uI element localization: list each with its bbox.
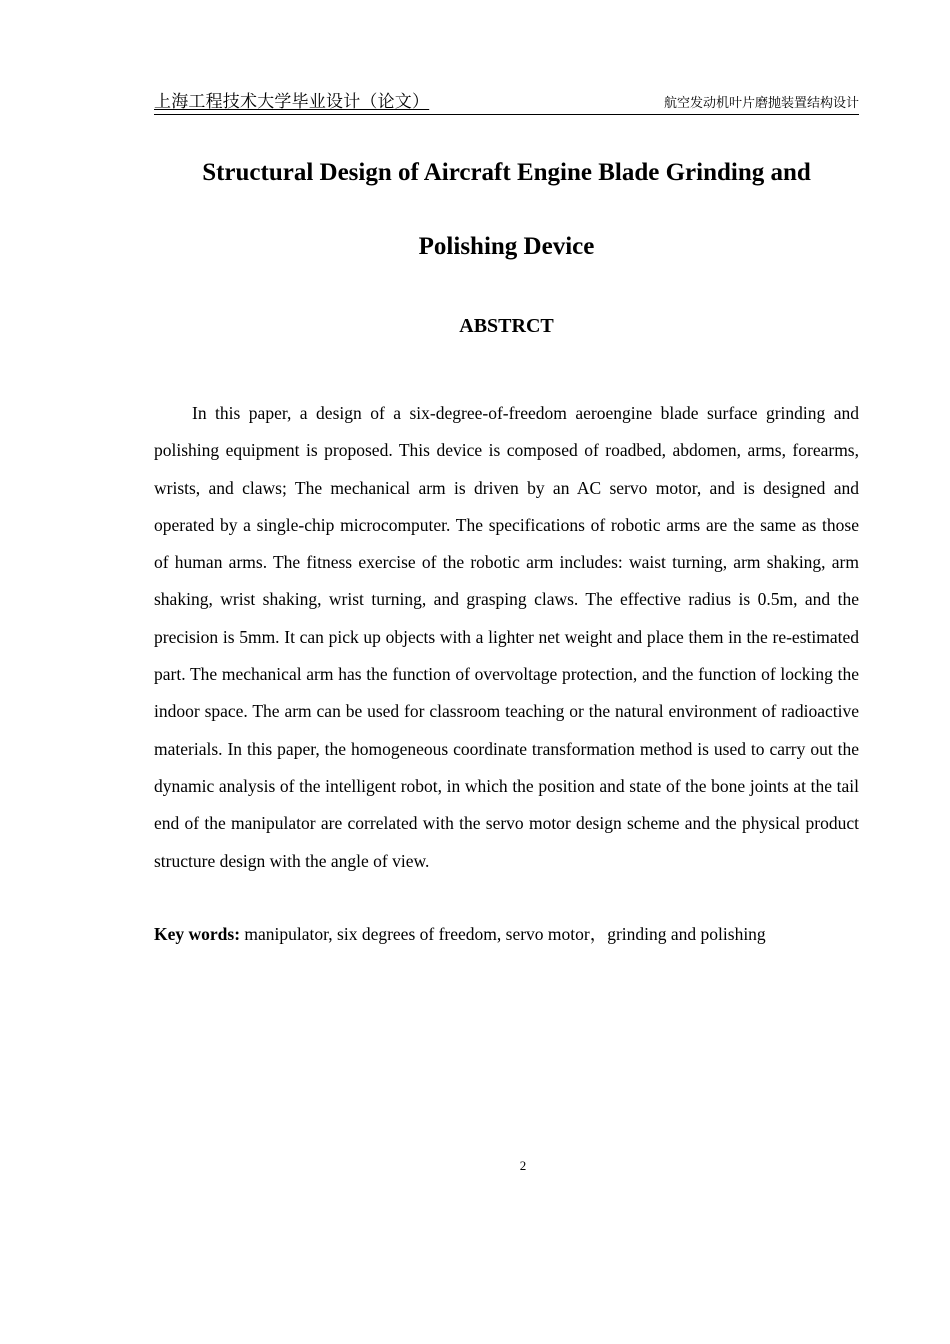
paper-title-line-1: Structural Design of Aircraft Engine Blade Grinding and [202, 159, 811, 186]
running-header [154, 92, 859, 115]
keywords-label: Key words: [154, 924, 241, 944]
paper-title [154, 136, 859, 284]
keywords-text: manipulator, six degrees of freedom, servo motor，grinding and polishing [240, 924, 766, 944]
keywords-line [154, 919, 859, 949]
abstract-heading: ABSTRCT [459, 315, 554, 337]
paper-title-line-2: Polishing Device [418, 233, 595, 260]
abstract-body: In this paper, a design of a six-degree-of-freedom aeroengine blade surface grinding and polishing equipment is proposed. This device is composed of roadbed, abdomen, arms, forearms, wrists, and claws; The mechanical arm is driven by an AC servo motor, and is designed and operated by a single-chip microcomputer. The specifications of robotic arms are the same as those of human arms. The fitness exercise of the robotic arm includes: waist turning, arm shaking, arm shaking, wrist shaking, wrist turning, and grasping claws. The effective radius is 0.5m, and the precision is 5mm. It can pick up objects with a lighter net weight and place them in the re-estimated part. The mechanical arm has the function of overvoltage protection, and the function of locking the indoor space. The arm can be used for classroom teaching or the natural environment of radioactive materials. In this paper, the homogeneous coordinate transformation method is used to carry out the dynamic analysis of the intelligent robot, in which the position and state of the bone joints at the tail end of the manipulator are correlated with the servo motor design scheme and the physical product structure design with the angle of view. [154, 403, 859, 871]
page-number: 2 [519, 1158, 527, 1173]
header-university-title: 上海工程技术大学毕业设计（论文） [154, 92, 430, 112]
header-thesis-title: 航空发动机叶片磨抛装置结构设计 [663, 96, 859, 111]
